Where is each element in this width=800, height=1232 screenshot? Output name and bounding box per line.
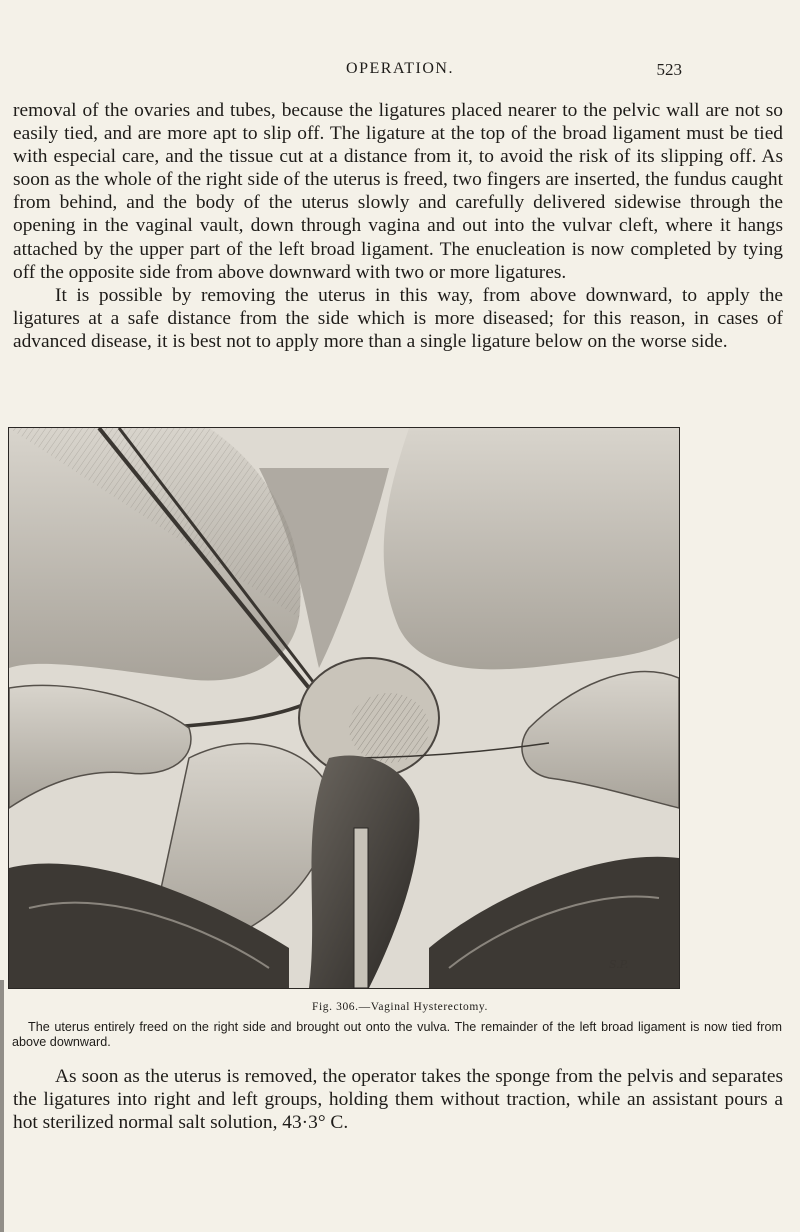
running-head [0,60,800,84]
body-text-bottom [13,1065,783,1134]
running-title: OPERATION. [346,60,454,77]
page-number: 523 [656,60,682,79]
paragraph-3: As soon as the uterus is removed, the operator takes the sponge from the pelvis and separates the ligatures into right and left groups, holding them without traction, while an assistant pours a hot sterilized normal salt solution, 43·3° C. [13,1066,783,1134]
figure-illustration [8,427,680,989]
engraving-drawing [9,428,679,988]
paragraph-1: removal of the ovaries and tubes, because the ligatures placed nearer to the pelvic wall are not so easily tied, and are more apt to slip off. The ligature at the top of the broad ligament must be tied with especial care, and the tissue cut at a distance from it, to avoid the risk of its slipping off. As soon as the whole of the right side of the uterus is freed, two fingers are inserted, the fundus caught from behind, and the body of the uterus slowly and carefully delivered sidewise through the opening in the vaginal vault, down through vagina and out into the vulvar cleft, where it hangs attached by the upper part of the left broad ligament. The enucleation is now completed by tying off the opposite side from above downward with two or more ligatures. [13,100,783,283]
paragraph-2: It is possible by removing the uterus in this way, from above downward, to apply the ligatures at a safe distance from the side which is more diseased; for this reason, in cases of advanced disease, it is best not to apply more than a single ligature below on the worse side. [13,284,783,352]
body-text-top [13,99,783,353]
engraver-mark: S.P. [609,958,629,971]
right-thigh [384,428,679,669]
binding-edge [0,980,4,1232]
figure-caption-text: The uterus entirely freed on the right side and brought out onto the vulva. The remainder of the left broad ligament is now tied from above downward. [12,1020,782,1049]
figure-caption-title: Fig. 306.—Vaginal Hysterectomy. [312,1001,488,1013]
